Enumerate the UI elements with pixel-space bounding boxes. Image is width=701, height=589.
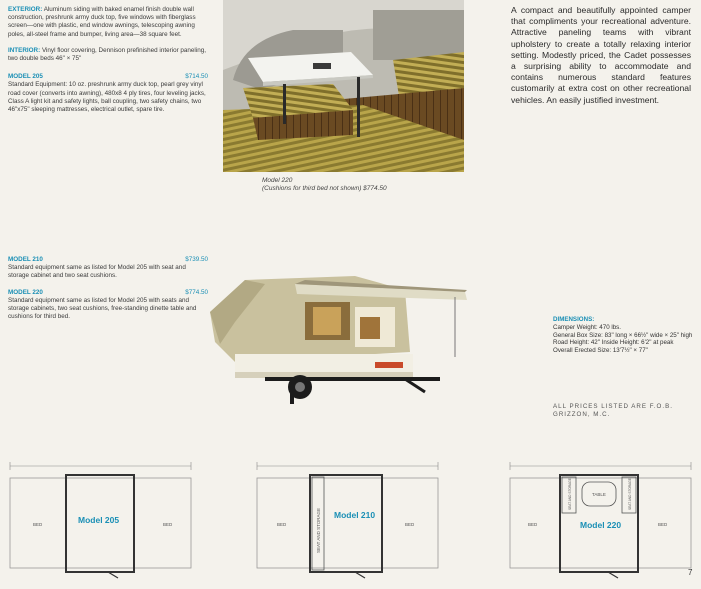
fob-note: ALL PRICES LISTED ARE F.O.B. GRIZZON, M.C.	[553, 403, 673, 418]
fp220-table: TABLE	[592, 492, 606, 497]
floorplan-205	[8, 458, 193, 580]
model-205-price: $714.50	[185, 73, 208, 81]
fp205-bed-right: BED	[163, 522, 173, 527]
model-220-heading: MODEL 220	[8, 288, 43, 296]
dimensions-heading: DIMENSIONS:	[553, 316, 595, 323]
model-205-section	[8, 73, 208, 114]
fp220-seat-right: SEAT AND STORAGE	[628, 478, 632, 510]
model-210-section	[8, 256, 208, 281]
fp220-bed-right: BED	[658, 522, 668, 527]
fp210-seat: SEAT AND STORAGE	[316, 507, 321, 553]
interior-section	[8, 47, 208, 63]
exterior-text: Aluminum siding with baked enamel finish double wall construction, preshrunk army duck top, five windows with fiberglass screen—one with plastic, end window awnings, telescoping awning poles, all-steel frame and bumper, living area—38 square feet.	[8, 6, 196, 38]
fp210-bed-right: BED	[405, 522, 415, 527]
model-220-section	[8, 289, 208, 322]
dimension-weight: Camper Weight: 470 lbs.	[553, 323, 621, 331]
interior-heading: INTERIOR:	[8, 46, 41, 54]
fp210-label: Model 210	[334, 510, 376, 520]
model-205-heading: MODEL 205	[8, 73, 43, 81]
spec-column-lower	[8, 256, 208, 321]
exterior-heading: EXTERIOR:	[8, 6, 43, 13]
photo-caption	[262, 177, 462, 193]
interior-photo	[223, 0, 464, 172]
fp220-seat-left: SEAT AND STORAGE	[568, 478, 572, 510]
photo-caption-detail: (Cushions for third bed not shown) $774.50	[262, 185, 387, 192]
model-220-price: $774.50	[185, 288, 208, 296]
camper-photo	[205, 262, 480, 412]
interior-text: Vinyl floor covering, Dennison prefinished interior paneling, two double beds 46" × 75"	[8, 46, 206, 63]
model-220-text: Standard equipment same as listed for Model 205 with seats and storage cabinets, two seat cushions, free-standing dinette table and cushions for third bed.	[8, 296, 197, 321]
floorplan-220	[508, 458, 693, 580]
spec-column	[8, 6, 208, 114]
intro-paragraph: A compact and beautifully appointed camper that compliments your recreational adventure. Attractive paneling teams with vibrant upholstery to create a totally relaxing interior setting. Modestly priced, the Cadet possesses a surprising ability to accommodate and contains numerous standard features customarily at extra cost on other recreational vehicles. An easily justified investment.	[511, 5, 691, 105]
fp210-bed-left: BED	[277, 522, 287, 527]
floorplan-210	[255, 458, 440, 580]
dimension-box-size: General Box Size: 83" long × 66½" wide × 25" high	[553, 331, 693, 339]
fp205-bed-left: BED	[33, 522, 43, 527]
fp220-label: Model 220	[580, 520, 622, 530]
model-210-text: Standard equipment same as listed for Model 205 with seat and storage cabinet and two seat cushions.	[8, 264, 186, 280]
photo-caption-model: Model 220	[262, 177, 293, 184]
dimension-erected-size: Overall Erected Size: 13'7½" × 77"	[553, 347, 648, 355]
model-210-price: $739.50	[185, 256, 208, 263]
dimensions-block	[553, 316, 701, 355]
page-number: 7	[688, 568, 693, 577]
fp205-label: Model 205	[78, 515, 120, 525]
dimension-road-height: Road Height: 42" Inside Height: 6'2" at peak	[553, 339, 674, 347]
exterior-section	[8, 6, 208, 39]
fp220-bed-left: BED	[528, 522, 538, 527]
model-210-heading: MODEL 210	[8, 256, 43, 263]
model-205-text: Standard Equipment: 10 oz. preshrunk army duck top, pearl grey vinyl road cover (converts into awning), 480x8 4 ply tires, four leveling jacks, Class A light kit and safety lights, ball coupling, two safety chains, two 46"x75" sleeping mattresses, electrical outlet, spare tire.	[8, 81, 206, 114]
